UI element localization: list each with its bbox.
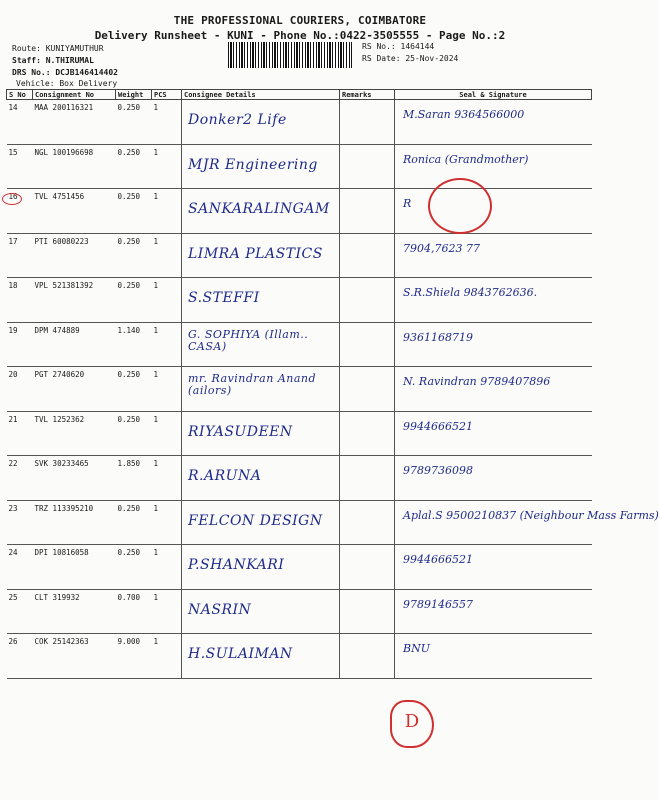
row-consignee-cell <box>182 367 340 412</box>
consignee-handwriting: FELCON DESIGN <box>188 512 323 529</box>
row-remarks <box>340 411 395 456</box>
rs-date: RS Date: 25-Nov-2024 <box>362 54 459 63</box>
row-weight: 0.250 <box>116 545 152 590</box>
row-remarks <box>340 189 395 234</box>
row-remarks <box>340 144 395 189</box>
row-remarks <box>340 500 395 545</box>
table-row <box>7 367 592 412</box>
row-consignment-no: NGL 100196698 <box>33 144 116 189</box>
row-consignee-cell <box>182 189 340 234</box>
row-pcs: 1 <box>152 456 182 501</box>
barcode <box>228 42 352 68</box>
row-sno: 16 <box>7 189 33 234</box>
signature-text: N. Ravindran 9789407896 <box>403 375 551 388</box>
company-title: THE PROFESSIONAL COURIERS, COIMBATORE <box>173 14 427 27</box>
col-header-weight: Weight <box>116 90 152 100</box>
signature-text: M.Saran 9364566000 <box>403 108 525 121</box>
row-weight: 0.700 <box>116 589 152 634</box>
table-row <box>7 189 592 234</box>
vehicle-label: Vehicle: Box Delivery <box>16 79 118 88</box>
row-consignment-no: DPM 474889 <box>33 322 116 367</box>
row-pcs: 1 <box>152 278 182 323</box>
row-signature-cell <box>395 500 659 545</box>
row-consignment-no: TRZ 113395210 <box>33 500 116 545</box>
row-sno: 19 <box>7 322 33 367</box>
consignee-handwriting: MJR Engineering <box>188 156 318 173</box>
row-pcs: 1 <box>152 589 182 634</box>
row-sno: 22 <box>7 456 33 501</box>
row-consignee-cell <box>182 456 340 501</box>
consignee-handwriting: mr. Ravindran Anand (ailors) <box>188 372 317 397</box>
table-header-row <box>7 90 592 100</box>
drs-label: DRS No.: DCJB146414402 <box>12 68 118 77</box>
table-row <box>7 589 592 634</box>
signature-text: R <box>403 197 412 210</box>
consignee-handwriting: S.STEFFI <box>188 290 260 306</box>
row-weight: 0.250 <box>116 144 152 189</box>
row-remarks <box>340 456 395 501</box>
red-stamp-mark <box>428 178 492 234</box>
row-sno: 26 <box>7 634 33 679</box>
row-weight: 9.000 <box>116 634 152 679</box>
row-consignment-no: PTI 60080223 <box>33 233 116 278</box>
col-header-sno: S No <box>7 90 33 100</box>
row-consignee-cell <box>182 589 340 634</box>
row-sno: 23 <box>7 500 33 545</box>
row-weight: 0.250 <box>116 500 152 545</box>
consignee-handwriting: H.SULAIMAN <box>188 646 293 662</box>
signature-text: 9789736098 <box>403 464 473 477</box>
row-consignment-no: COK 25142363 <box>33 634 116 679</box>
signature-text: 7904,7623 77 <box>403 241 480 255</box>
row-weight: 0.250 <box>116 367 152 412</box>
row-sno: 21 <box>7 411 33 456</box>
row-sno: 24 <box>7 545 33 590</box>
row-sno: 25 <box>7 589 33 634</box>
row-weight: 0.250 <box>116 100 152 145</box>
row-consignee-cell <box>182 634 340 679</box>
row-consignment-no: TVL 4751456 <box>33 189 116 234</box>
row-pcs: 1 <box>152 144 182 189</box>
row-weight: 0.250 <box>116 189 152 234</box>
table-row <box>7 500 592 545</box>
row-remarks <box>340 100 395 145</box>
row-signature-cell <box>395 233 592 278</box>
row-consignment-no: SVK 30233465 <box>33 456 116 501</box>
row-consignee-cell <box>182 500 340 545</box>
table-row <box>7 100 592 145</box>
row-signature-cell <box>395 634 592 679</box>
table-row <box>7 545 592 590</box>
route-label: Route: KUNIYAMUTHUR <box>12 44 104 53</box>
consignee-handwriting: P.SHANKARI <box>188 557 285 573</box>
col-header-pcs: PCS <box>152 90 182 100</box>
row-consignment-no: DPI 10816058 <box>33 545 116 590</box>
row-signature-cell <box>395 589 592 634</box>
row-sno: 14 <box>7 100 33 145</box>
row-consignee-cell <box>182 322 340 367</box>
rs-number: RS No.: 1464144 <box>362 42 435 51</box>
row-remarks <box>340 634 395 679</box>
signature-text: 9789146557 <box>403 597 473 611</box>
col-header-consignee: Consignee Details <box>182 90 340 100</box>
row-remarks <box>340 278 395 323</box>
row-consignment-no: TVL 1252362 <box>33 411 116 456</box>
row-signature-cell <box>395 189 592 234</box>
row-signature-cell <box>395 278 592 323</box>
row-weight: 1.850 <box>116 456 152 501</box>
table-row <box>7 456 592 501</box>
row-weight: 0.250 <box>116 278 152 323</box>
row-weight: 1.140 <box>116 322 152 367</box>
row-pcs: 1 <box>152 367 182 412</box>
runsheet-table <box>6 89 659 679</box>
row-sno: 18 <box>7 278 33 323</box>
row-pcs: 1 <box>152 189 182 234</box>
row-signature-cell <box>395 100 592 145</box>
red-circle-mark <box>2 193 22 205</box>
table-row <box>7 278 592 323</box>
staff-label: Staff: N.THIRUMAL <box>12 56 94 65</box>
row-sno: 17 <box>7 233 33 278</box>
row-signature-cell <box>395 322 592 367</box>
row-consignee-cell <box>182 278 340 323</box>
row-remarks <box>340 322 395 367</box>
row-signature-cell <box>395 367 592 412</box>
row-pcs: 1 <box>152 500 182 545</box>
red-d-mark: D <box>390 700 434 748</box>
signature-text: 9361168719 <box>403 330 473 344</box>
row-pcs: 1 <box>152 411 182 456</box>
row-pcs: 1 <box>152 545 182 590</box>
signature-text: Ronica (Grandmother) <box>403 152 529 166</box>
row-consignment-no: PGT 2740620 <box>33 367 116 412</box>
row-consignee-cell <box>182 100 340 145</box>
row-consignment-no: VPL 521381392 <box>33 278 116 323</box>
row-remarks <box>340 589 395 634</box>
row-signature-cell <box>395 545 592 590</box>
table-row <box>7 233 592 278</box>
col-header-remarks: Remarks <box>340 90 395 100</box>
row-signature-cell <box>395 144 592 189</box>
row-consignee-cell <box>182 144 340 189</box>
consignee-handwriting: NASRIN <box>188 601 252 618</box>
col-header-consignment: Consignment No <box>33 90 116 100</box>
consignee-handwriting: SANKARALINGAM <box>188 201 330 217</box>
row-pcs: 1 <box>152 322 182 367</box>
row-pcs: 1 <box>152 100 182 145</box>
row-remarks <box>340 233 395 278</box>
row-consignment-no: CLT 319932 <box>33 589 116 634</box>
row-remarks <box>340 367 395 412</box>
consignee-handwriting: Donker2 Life <box>188 112 287 128</box>
signature-text: BNU <box>403 642 430 655</box>
signature-text: S.R.Shiela 9843762636. <box>403 286 538 299</box>
row-remarks <box>340 545 395 590</box>
consignee-handwriting: LIMRA PLASTICS <box>188 245 323 262</box>
consignee-handwriting: RIYASUDEEN <box>188 423 293 440</box>
row-consignee-cell <box>182 411 340 456</box>
row-sno: 15 <box>7 144 33 189</box>
table-row <box>7 144 592 189</box>
runsheet-subtitle: Delivery Runsheet - KUNI - Phone No.:0422-3505555 - Page No.:2 <box>94 29 506 42</box>
row-consignment-no: MAA 200116321 <box>33 100 116 145</box>
consignee-handwriting: R.ARUNA <box>188 468 262 484</box>
row-weight: 0.250 <box>116 233 152 278</box>
row-weight: 0.250 <box>116 411 152 456</box>
row-consignee-cell <box>182 545 340 590</box>
table-row <box>7 322 592 367</box>
signature-text: 9944666521 <box>403 419 473 433</box>
row-pcs: 1 <box>152 634 182 679</box>
row-sno: 20 <box>7 367 33 412</box>
row-signature-cell <box>395 411 592 456</box>
table-row <box>7 411 592 456</box>
row-consignee-cell <box>182 233 340 278</box>
col-header-signature: Seal & Signature <box>395 90 592 100</box>
row-pcs: 1 <box>152 233 182 278</box>
signature-text: Aplal.S 9500210837 (Neighbour Mass Farms) <box>403 508 659 522</box>
signature-text: 9944666521 <box>403 553 473 566</box>
row-signature-cell <box>395 456 592 501</box>
table-row <box>7 634 592 679</box>
consignee-handwriting: G. SOPHIYA (Illam.. CASA) <box>188 327 309 353</box>
